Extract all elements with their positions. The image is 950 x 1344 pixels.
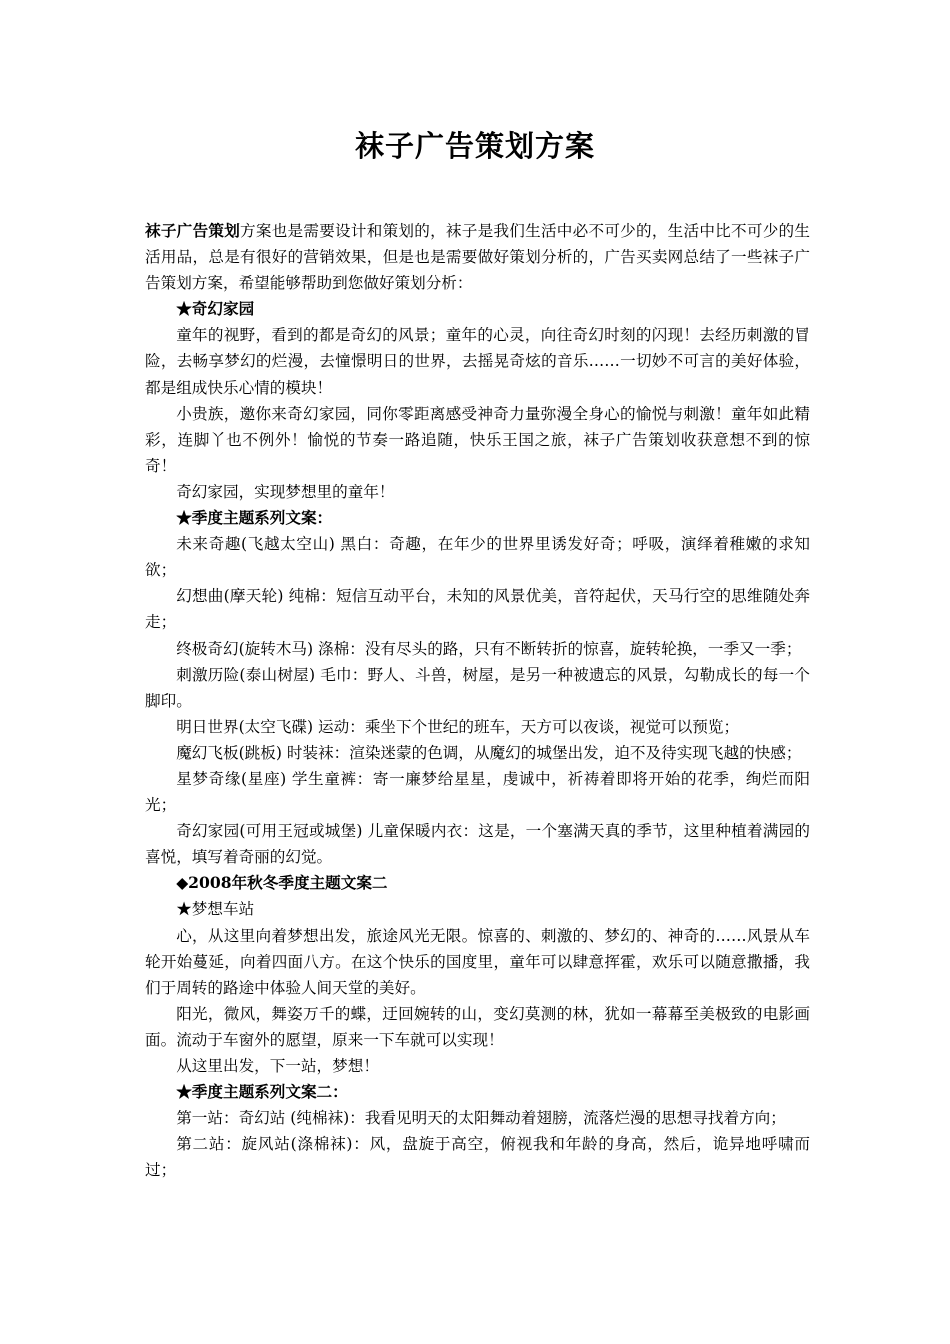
paragraph: 幻想曲(摩天轮) 纯棉：短信互动平台，未知的风景优美，音符起伏，天马行空的思维随处奔走； xyxy=(145,587,810,632)
paragraph: 未来奇趣(飞越太空山) 黑白：奇趣，在年少的世界里诱发好奇；呼吸，演绎着稚嫩的求知欲； xyxy=(145,535,810,580)
paragraph: 星梦奇缘(星座) 学生童裤：寄一廉梦给星星，虔诚中，祈祷着即将开始的花季，绚烂而阳光； xyxy=(145,769,810,815)
paragraph: 明日世界(太空飞碟) 运动：乘坐下个世纪的班车，天方可以夜谈，视觉可以预览； xyxy=(176,717,740,736)
paragraph: 终极奇幻(旋转木马) 涤棉：没有尽头的路，只有不断转折的惊喜，旋转轮换，一季又一季； xyxy=(176,639,802,658)
paragraph: 阳光，微风，舞姿万千的蝶，迂回婉转的山，变幻莫测的林，犹如一幕幕至美极致的电影画面。流动于车窗外的愿望，原来一下车就可以实现！ xyxy=(145,1004,810,1049)
paragraph: 第一站：奇幻站 (纯棉袜)：我看见明天的太阳舞动着翅膀，流落烂漫的思想寻找着方向； xyxy=(176,1109,786,1128)
intro-text: 方案也是需要设计和策划的，袜子是我们生活中必不可少的，生活中比不可少的生活用品，总是有很好的营销效果，但是也是需要做好策划分析的，广告买卖网总结了一些袜子广告策划方案，希望能够帮助到您做好策划分析： xyxy=(145,222,810,293)
section-heading: ★季度主题系列文案二： xyxy=(176,1082,348,1102)
paragraph: 从这里出发，下一站，梦想！ xyxy=(176,1057,379,1075)
document-title: 袜子广告策划方案 xyxy=(354,129,595,163)
paragraph: ★梦想车站 xyxy=(176,900,255,919)
paragraph: 心，从这里向着梦想出发，旅途风光无限。惊喜的、刺激的、梦幻的、神奇的……风景从车轮开始蔓延，向着四面八方。在这个快乐的国度里，童年可以肆意挥霍，欢乐可以随意撒播，我们于周转的路途中体验人间天堂的美好。 xyxy=(145,926,810,997)
document-body xyxy=(145,218,810,1183)
intro-paragraph xyxy=(145,218,810,296)
section-heading: ◆2008年秋冬季度主题文案二 xyxy=(176,873,388,893)
paragraph: 奇幻家园(可用王冠或城堡) 儿童保暖内衣：这是，一个塞满天真的季节，这里种植着满园的喜悦，填写着奇丽的幻觉。 xyxy=(145,822,810,867)
section-heading: ★季度主题系列文案： xyxy=(176,508,333,528)
paragraph: 奇幻家园，实现梦想里的童年！ xyxy=(176,482,395,501)
paragraph: 童年的视野，看到的都是奇幻的风景；童年的心灵，向往奇幻时刻的闪现！去经历刺激的冒险，去畅享梦幻的烂漫，去憧憬明日的世界，去摇晃奇炫的音乐……一切妙不可言的美好体验，都是组成快乐心情的模块！ xyxy=(145,326,810,397)
paragraph: 魔幻飞板(跳板) 时装袜：渲染迷蒙的色调，从魔幻的城堡出发，迫不及待实现飞越的快感； xyxy=(176,743,802,762)
intro-bold-lead: 袜子广告策划 xyxy=(145,221,241,240)
paragraph: 刺激历险(泰山树屋) 毛巾：野人、斗兽，树屋，是另一种被遗忘的风景，勾勒成长的每一个脚印。 xyxy=(145,665,810,710)
section-heading: ★奇幻家园 xyxy=(176,299,255,319)
paragraph: 小贵族，邀你来奇幻家园，同你零距离感受神奇力量弥漫全身心的愉悦与刺激！童年如此精彩，连脚丫也不例外！愉悦的节奏一路追随，快乐王国之旅，袜子广告策划收获意想不到的惊奇！ xyxy=(145,404,810,475)
paragraph: 第二站：旋风站(涤棉袜)：风，盘旋于高空，俯视我和年龄的身高，然后，诡异地呼啸而过； xyxy=(145,1135,810,1180)
